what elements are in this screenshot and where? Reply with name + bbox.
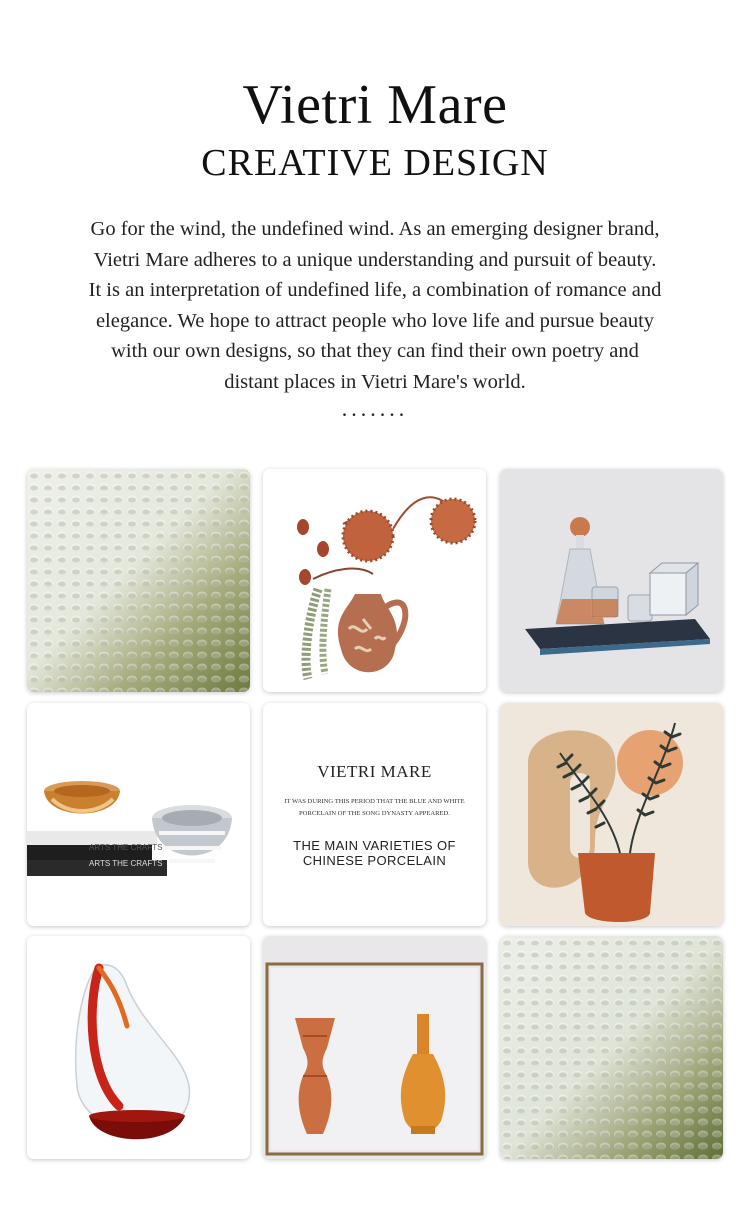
book-label-2: ARTS THE CRAFTS xyxy=(89,859,163,868)
gallery-tile-glass-texture-2[interactable] xyxy=(500,936,723,1159)
botanical-print-image xyxy=(500,703,723,926)
gallery-tile-flower-vase[interactable] xyxy=(263,469,486,692)
card-description: IT WAS DURING THIS PERIOD THAT THE BLUE AND WHITE PORCELAIN OF THE SONG DYNASTY APPEARED. xyxy=(284,797,465,817)
gallery-tile-glass-texture[interactable] xyxy=(27,469,250,692)
book-label: ARTS THE CRAFTS xyxy=(89,843,163,852)
card-title: VIETRI MARE xyxy=(317,761,432,781)
gallery-tile-red-decanter[interactable] xyxy=(27,936,250,1159)
brand-title: Vietri Mare xyxy=(242,74,508,136)
brand-subtitle: CREATIVE DESIGN xyxy=(201,142,549,184)
glass-texture-image xyxy=(27,469,250,692)
card-heading: THE MAIN VARIETIES OF CHINESE PORCELAIN xyxy=(293,837,456,868)
intro-paragraph: Go for the wind, the undefined wind. As an emerging designer brand, Vietri Mare adheres to a unique understanding and pursuit of beauty. It is an interpretation of undefined life, a combination of romance and elegance. We hope to attract people who love life and pursue beauty with our own designs, so that they can find their own poetry and distant places in Vietri Mare's world. xyxy=(88,218,662,393)
red-decanter-image xyxy=(27,936,250,1159)
decanter-tray-image xyxy=(500,469,723,692)
dot-separator: ....... xyxy=(341,396,409,421)
glass-texture-image-2 xyxy=(500,936,723,1159)
gallery-tile-porcelain-card[interactable] xyxy=(263,703,486,926)
flower-vase-image xyxy=(263,469,486,692)
gallery-tile-botanical-print[interactable] xyxy=(500,703,723,926)
amber-vases-image xyxy=(263,936,486,1159)
gallery-tile-amber-bowls[interactable] xyxy=(27,703,250,926)
gallery-tile-decanter-tray[interactable] xyxy=(500,469,723,692)
amber-bowls-image xyxy=(27,703,250,926)
gallery-tile-amber-vases[interactable] xyxy=(263,936,486,1159)
